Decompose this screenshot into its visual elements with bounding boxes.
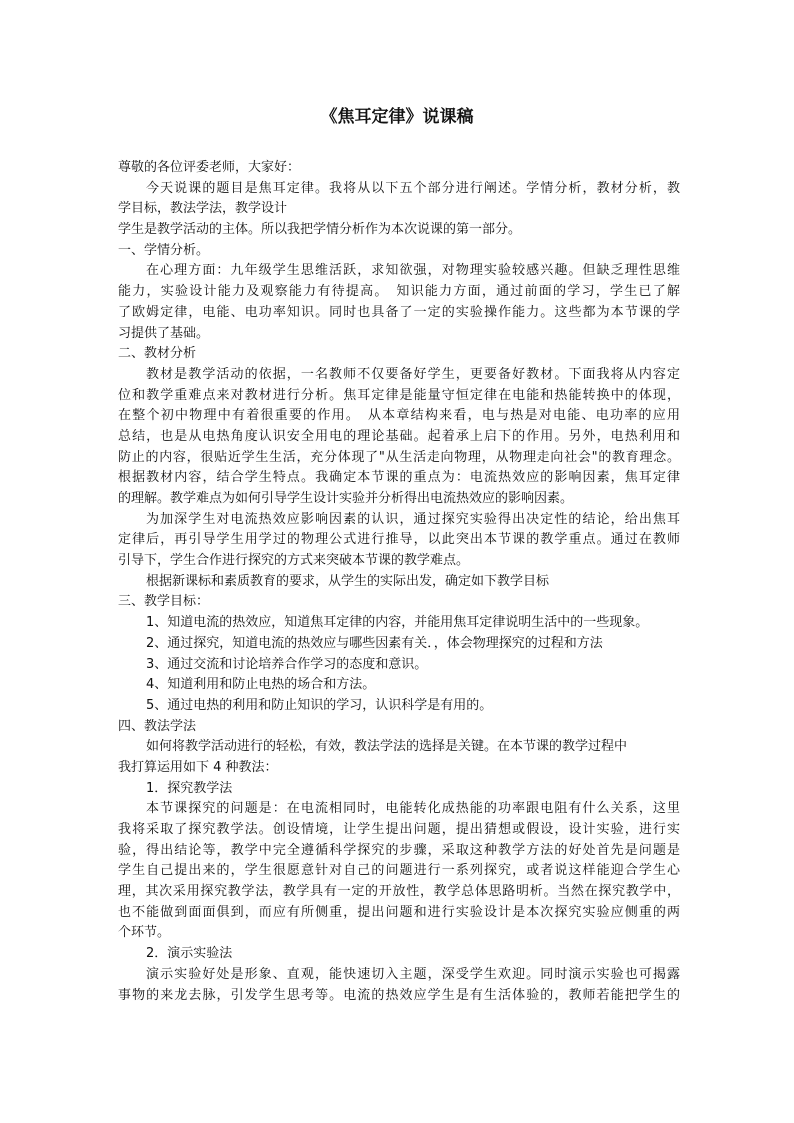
text-line: 防止的内容，很贴近学生生活，充分体现了"从生活走向物理，从物理走向社会"的教育理念。 xyxy=(118,449,680,465)
text-line: 定律后，再引导学生用学过的物理公式进行推导，以此突出本节课的教学重点。通过在教师 xyxy=(118,532,680,548)
text-line: 一、学情分析。 xyxy=(118,242,210,258)
text-line: 演示实验好处是形象、直观，能快速切入主题，深受学生欢迎。同时演示实验也可揭露 xyxy=(146,966,680,982)
text-line: 的理解。教学难点为如何引导学生设计实验并分析得出电流热效应的影响因素。 xyxy=(118,491,574,506)
text-line: 总结，也是从电热角度认识安全用电的理论基础。起着承上启下的作用。另外，电热利用和 xyxy=(118,428,680,444)
text-line: 1．探究教学法 xyxy=(146,780,233,796)
text-line: 2、通过探究，知道电流的热效应与哪些因素有关．，体会物理探究的过程和方法 xyxy=(146,635,603,651)
text-line: 本节课探究的问题是：在电流相同时，电能转化成热能的功率跟电阻有什么关系，这里 xyxy=(146,801,680,817)
text-line: 二、教材分析 xyxy=(118,346,197,362)
text-line: 今天说课的题目是焦耳定律。我将从以下五个部分进行阐述。学情分析，教材分析，教 xyxy=(146,180,680,196)
text-line: 学目标，教法学法，教学设计 xyxy=(118,201,288,217)
text-line: 三、教学目标： xyxy=(118,594,210,610)
text-line: 个环节。 xyxy=(118,925,171,941)
text-line: 教材是教学活动的依据，一名教师不仅要备好学生，更要备好教材。下面我将从内容定 xyxy=(146,366,680,382)
text-line: 1、知道电流的热效应，知道焦耳定律的内容，并能用焦耳定律说明生活中的一些现象。 xyxy=(146,615,649,631)
document-title: 《焦耳定律》说课稿 xyxy=(320,107,474,127)
text-line: 我打算运用如下 4 种教法： xyxy=(118,759,278,775)
text-line: 在整个初中物理中有着很重要的作用。 从本章结构来看，电与热是对电能、电功率的应用 xyxy=(118,408,680,424)
text-line: 验，得出结论等，教学中完全遵循科学探究的步骤，采取这种教学方法的好处首先是问题是 xyxy=(118,842,680,858)
text-line: 引导下，学生合作进行探究的方式来突破本节课的教学难点。 xyxy=(118,553,470,569)
text-line: 根据新课标和素质教育的要求，从学生的实际出发，确定如下教学目标 xyxy=(146,573,550,589)
text-line: 在心理方面：九年级学生思维活跃，求知欲强，对物理实验较感兴趣。但缺乏理性思维 xyxy=(146,263,680,279)
text-line: 我将采取了探究教学法。创设情境，让学生提出问题，提出猜想或假设，设计实验，进行实 xyxy=(118,822,680,837)
text-line: 学生自己提出来的，学生很愿意针对自己的问题进行一系列探究，或者说这样能迎合学生心 xyxy=(118,863,680,879)
text-line: 3、通过交流和讨论培养合作学习的态度和意识。 xyxy=(146,656,428,672)
text-line: 2．演示实验法 xyxy=(146,946,233,962)
text-line: 理，其次采用探究教学法，教学具有一定的开放性，教学总体思路明析。当然在探究教学中， xyxy=(118,884,680,900)
text-line: 如何将教学活动进行的轻松，有效，教法学法的选择是关键。在本节课的教学过程中 xyxy=(146,739,628,755)
text-line: 学生是教学活动的主体。所以我把学情分析作为本次说课的第一部分。 xyxy=(118,222,522,238)
text-line: 也不能做到面面俱到，而应有所侧重，提出问题和进行实验设计是本次探究实验应侧重的两 xyxy=(118,904,680,920)
text-line: 为加深学生对电流热效应影响因素的认识，通过探究实验得出决定性的结论，给出焦耳 xyxy=(146,511,680,527)
text-line: 能力，实验设计能力及观察能力有待提高。 知识能力方面，通过前面的学习，学生已了解 xyxy=(118,284,680,300)
text-line: 习提供了基础。 xyxy=(118,325,210,341)
text-line: 四、教法学法 xyxy=(118,718,197,734)
text-line: 了欧姆定律，电能、电功率知识。同时也具备了一定的实验操作能力。这些都为本节课的学 xyxy=(118,304,680,320)
text-line: 4、知道利用和防止电热的场合和方法。 xyxy=(146,677,376,693)
text-line: 尊敬的各位评委老师，大家好： xyxy=(118,160,301,175)
text-line: 位和教学重难点来对教材进行分析。焦耳定律是能量守恒定律在电能和热能转换中的体现， xyxy=(118,387,680,403)
document-body xyxy=(118,158,680,1006)
text-line: 事物的来龙去脉，引发学生思考等。电流的热效应学生是有生活体验的，教师若能把学生的 xyxy=(118,987,680,1003)
text-line: 5、通过电热的利用和防止知识的学习，认识科学是有用的。 xyxy=(146,697,493,713)
text-line: 根据教材内容，结合学生特点。我确定本节课的重点为：电流热效应的影响因素，焦耳定律 xyxy=(118,470,680,486)
